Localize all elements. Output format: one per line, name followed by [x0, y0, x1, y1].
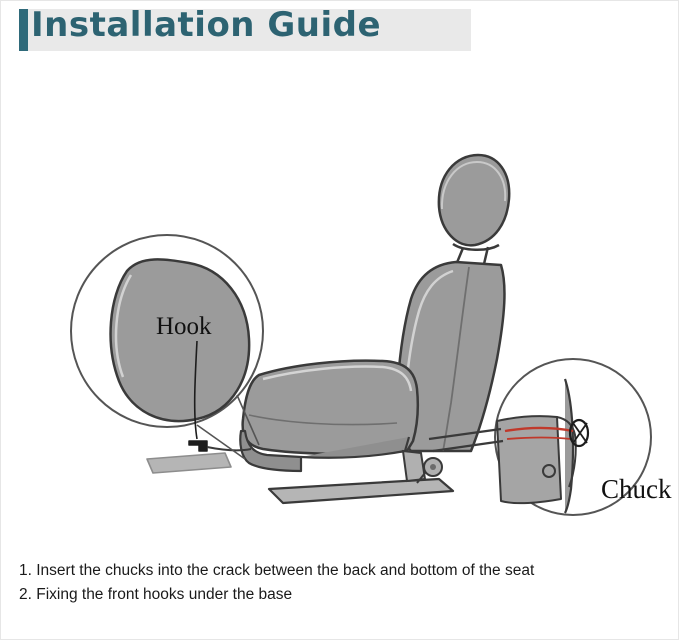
- hook-label: Hook: [156, 313, 212, 340]
- step-2: 2. Fixing the front hooks under the base: [19, 586, 293, 604]
- page-title: Installation Guide: [31, 5, 382, 45]
- seat-illustration: [1, 59, 679, 549]
- header-accent-bar: [19, 9, 28, 51]
- instruction-steps: [19, 559, 669, 607]
- chuck-label: Chuck: [601, 474, 672, 504]
- step-1: 1. Insert the chucks into the crack between the back and bottom of the seat: [19, 562, 535, 579]
